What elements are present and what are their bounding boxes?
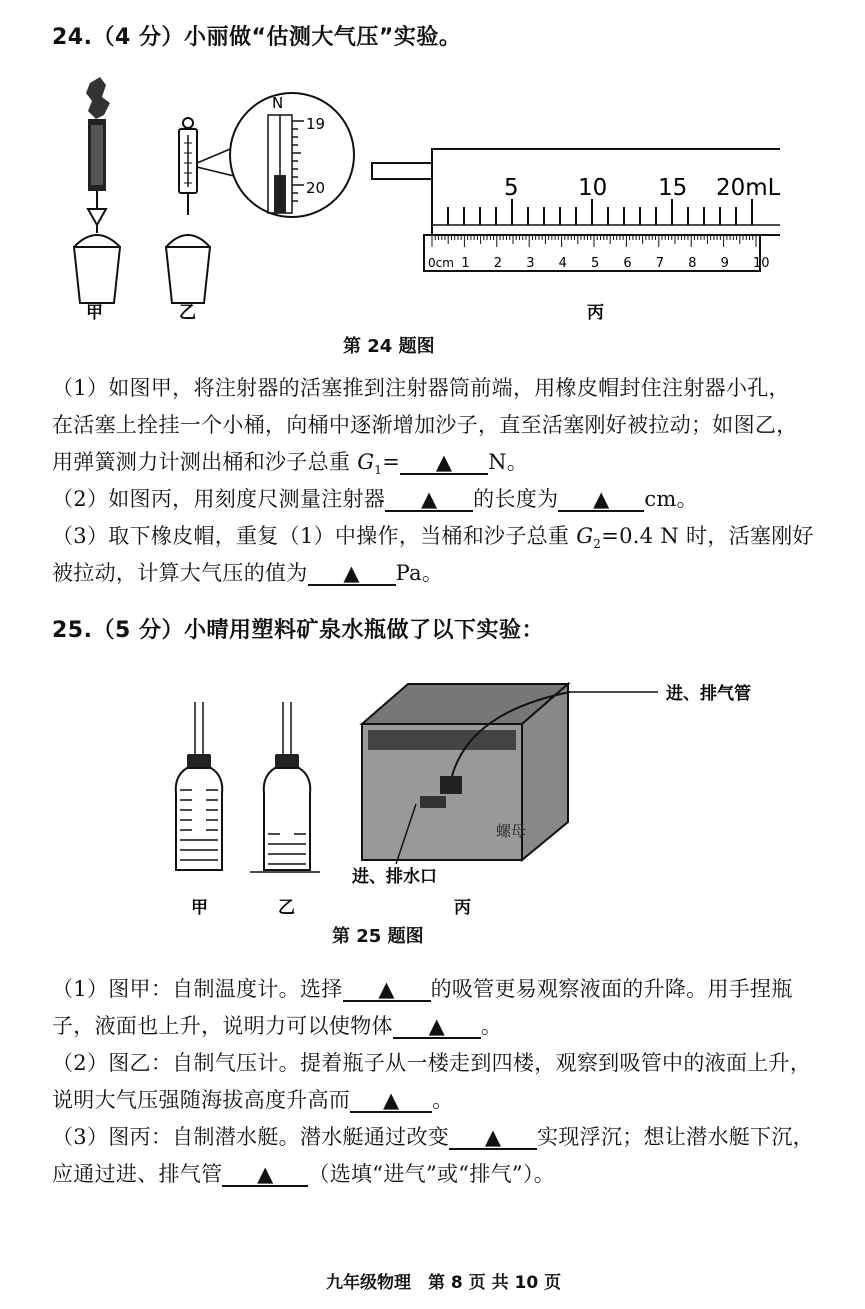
q24-label-bing: 丙: [587, 303, 604, 320]
ruler-label: 4: [558, 256, 567, 271]
q25-part1-line1: [52, 971, 793, 1008]
q24-part2-line: [52, 481, 698, 518]
gauge-tick-20: 20: [306, 179, 326, 197]
q24-g2-subscript: 2: [593, 537, 602, 552]
ruler-label: 5: [591, 256, 600, 271]
ruler-label: 3: [526, 256, 535, 271]
q24-part2-text: （2）如图丙，用刻度尺测量注射器: [52, 487, 386, 511]
q25-fig-bing-tank: [362, 684, 658, 864]
q25-fig-yi-bottle: [250, 702, 320, 872]
q25-answer-blank-straw[interactable]: ▲: [343, 978, 431, 1002]
ruler-label: 7: [655, 256, 665, 271]
q25-heading: 25.（5 分）小晴用塑料矿泉水瓶做了以下实验：: [52, 618, 544, 643]
q24-answer-blank-length[interactable]: ▲: [558, 488, 644, 512]
q25-nut-label: 螺母: [496, 822, 527, 840]
q24-g1-subscript: 1: [374, 463, 383, 478]
q25-figure-caption: 第 25 题图: [332, 926, 424, 947]
q25-tube-label: 进、排气管: [666, 684, 751, 704]
q25-answer-blank-pressure[interactable]: ▲: [350, 1089, 432, 1113]
q24-heading: 24.（4 分）小丽做“估测大气压”实验。: [52, 25, 462, 50]
q25-part2-end: 。: [432, 1088, 454, 1112]
gauge-unit-label: N: [272, 94, 284, 112]
q24-label-yi: 乙: [179, 303, 196, 320]
q24-g1-equals: =: [382, 450, 401, 474]
q25-part2-text: 说明大气压强随海拔高度升高而: [52, 1088, 351, 1112]
q24-part2-mid: 的长度为: [473, 487, 559, 511]
q24-pressure-unit: Pa。: [395, 561, 444, 585]
q25-part1-text2: 子，液面也上升，说明力可以使物体: [52, 1014, 393, 1038]
q25-part2-line2: [52, 1082, 454, 1119]
q24-g1-unit: N。: [488, 450, 529, 474]
ruler-label: 9: [720, 256, 729, 271]
ruler-label: 1: [461, 256, 470, 271]
q24-fig-yi-bucket: [166, 235, 210, 303]
q25-part3-text: （3）图丙：自制潜水艇。潜水艇通过改变: [52, 1125, 450, 1149]
q24-part2-unit: cm。: [644, 487, 698, 511]
q24-answer-blank-g1[interactable]: ▲: [400, 451, 488, 475]
q24-answer-blank-part[interactable]: ▲: [385, 488, 473, 512]
q24-part3-text-cont: =0.4 N 时，活塞刚好: [601, 524, 814, 548]
q25-fig-jia-bottle: [176, 702, 223, 870]
q24-g1-symbol: G: [357, 450, 375, 474]
q24-fig-bing-ruler: [424, 235, 770, 271]
q25-label-yi: 乙: [278, 898, 295, 918]
q25-part3-text-cont: 实现浮沉；想让潜水艇下沉，: [537, 1125, 814, 1149]
q24-part1-line2: 在活塞上拴挂一个小桶，向桶中逐渐增加沙子，直至活塞刚好被拉动；如图乙，: [52, 413, 798, 437]
page-footer: 九年级物理 第 8 页 共 10 页: [326, 1273, 562, 1293]
ruler-label: 2: [493, 256, 503, 271]
q25-part1-text-cont: 的吸管更易观察液面的升降。用手捏瓶: [430, 977, 793, 1001]
q24-part1-line1: （1）如图甲，将注射器的活塞推到注射器筒前端，用橡皮帽封住注射器小孔，: [52, 376, 790, 400]
q24-fig-bing-syringe: [372, 139, 780, 243]
q24-label-jia: 甲: [86, 303, 103, 320]
q24-part3-text2: 被拉动，计算大气压的值为: [52, 561, 308, 585]
q25-part1-line2: [52, 1008, 502, 1045]
q24-part1-text: 用弹簧测力计测出桶和沙子总重: [52, 450, 358, 474]
q25-part3-line2: [52, 1156, 555, 1193]
q24-fig-gauge-magnifier: [197, 93, 354, 217]
q24-part3-line2: [52, 555, 443, 592]
gauge-tick-19: 19: [306, 115, 326, 133]
syringe-mark-5: 5: [504, 175, 519, 201]
q25-part2-line1: （2）图乙：自制气压计。提着瓶子从一楼走到四楼，观察到吸管中的液面上升，: [52, 1051, 812, 1075]
q25-outlet-label: 进、排水口: [352, 867, 437, 887]
q25-answer-blank-air[interactable]: ▲: [222, 1163, 308, 1187]
q25-part3-line1: [52, 1119, 814, 1156]
q25-part3-end: （选填“进气”或“排气”）。: [308, 1162, 556, 1186]
ruler-label: 10: [753, 256, 770, 271]
q24-fig-jia-syringe: [86, 77, 110, 233]
q25-part1-end: 。: [480, 1014, 503, 1038]
q24-part3-text: （3）取下橡皮帽，重复（1）中操作，当桶和沙子总重: [52, 524, 577, 548]
q25-label-bing: 丙: [454, 898, 471, 918]
q24-g2-symbol: G: [576, 524, 594, 548]
q24-fig-yi-spring-scale: [179, 118, 197, 215]
q24-figure-caption: 第 24 题图: [343, 336, 435, 357]
q25-figure: [170, 672, 810, 922]
syringe-mark-20: 20mL: [716, 175, 780, 201]
syringe-mark-10: 10: [578, 175, 608, 201]
q24-figure: [60, 75, 780, 320]
ruler-label: 0cm: [428, 256, 454, 270]
syringe-mark-15: 15: [658, 175, 688, 201]
ruler-label: 8: [688, 256, 697, 271]
q25-answer-blank-float[interactable]: ▲: [449, 1126, 537, 1150]
q24-fig-jia-bucket: [74, 235, 120, 303]
ruler-label: 6: [623, 256, 632, 271]
q24-answer-blank-pressure[interactable]: ▲: [308, 562, 396, 586]
q25-part1-text: （1）图甲：自制温度计。选择: [52, 977, 343, 1001]
q25-part3-text2: 应通过进、排气管: [52, 1162, 223, 1186]
q25-label-jia: 甲: [191, 898, 208, 918]
q25-answer-blank-deform[interactable]: ▲: [393, 1015, 481, 1039]
